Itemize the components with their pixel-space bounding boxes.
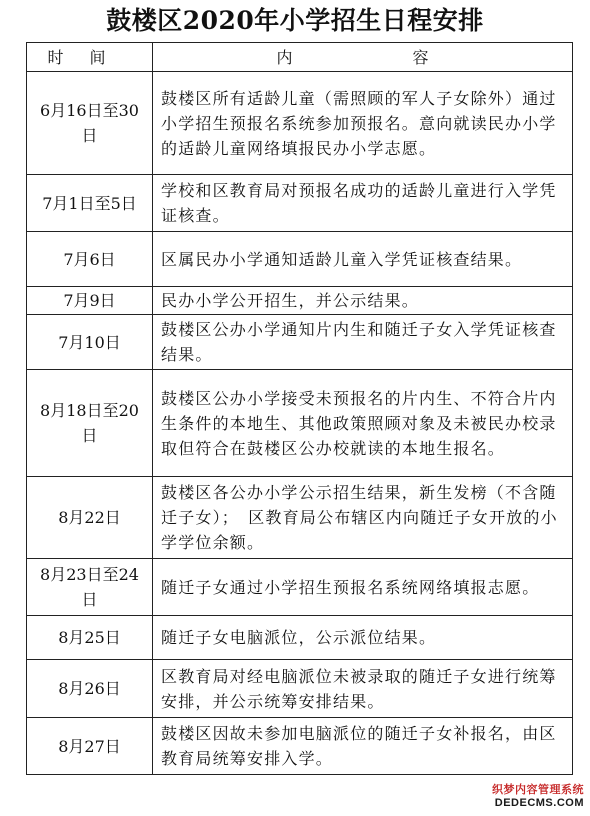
row-time: 7月6日 — [27, 232, 153, 287]
table-row — [27, 232, 573, 287]
row-time: 7月1日至5日 — [27, 175, 153, 232]
row-time: 8月26日 — [27, 660, 153, 718]
row-content: 鼓楼区各公办小学公示招生结果，新生发榜（不含随迁子女）； 区教育局公布辖区内向随迁子女开放的小学学位余额。 — [153, 477, 573, 559]
row-time: 8月18日至20日 — [27, 370, 153, 477]
row-content: 鼓楼区公办小学通知片内生和随迁子女入学凭证核查结果。 — [153, 315, 573, 370]
row-content: 区教育局对经电脑派位未被录取的随迁子女进行统筹安排，并公示统筹安排结果。 — [153, 660, 573, 718]
table-row — [27, 72, 573, 175]
row-time: 6月16日至30日 — [27, 72, 153, 175]
header-row — [27, 43, 573, 72]
row-content: 随迁子女电脑派位，公示派位结果。 — [153, 616, 573, 660]
row-time: 8月25日 — [27, 616, 153, 660]
schedule-table — [26, 42, 573, 775]
table-row — [27, 559, 573, 616]
row-content: 学校和区教育局对预报名成功的适龄儿童进行入学凭证核查。 — [153, 175, 573, 232]
row-content: 区属民办小学通知适龄儿童入学凭证核查结果。 — [153, 232, 573, 287]
header-time: 时间 — [27, 43, 153, 72]
row-time: 8月23日至24日 — [27, 559, 153, 616]
table-row — [27, 660, 573, 718]
row-content: 鼓楼区公办小学接受未预报名的片内生、不符合片内生条件的本地生、其他政策照顾对象及未被民办校录取但符合在鼓楼区公办校就读的本地生报名。 — [153, 370, 573, 477]
row-content: 鼓楼区所有适龄儿童（需照顾的军人子女除外）通过小学招生预报名系统参加预报名。意向就读民办小学的适龄儿童网络填报民办小学志愿。 — [153, 72, 573, 175]
row-content: 民办小学公开招生，并公示结果。 — [153, 287, 573, 315]
row-time: 8月22日 — [27, 477, 153, 559]
table-row — [27, 370, 573, 477]
table-row — [27, 287, 573, 315]
row-time: 8月27日 — [27, 718, 153, 775]
watermark-title: 织梦内容管理系统 — [492, 784, 584, 796]
table-row — [27, 315, 573, 370]
row-time: 7月9日 — [27, 287, 153, 315]
page-title: 鼓楼区2020年小学招生日程安排 — [106, 6, 484, 35]
header-content: 内容 — [153, 43, 573, 72]
table-row — [27, 477, 573, 559]
row-content: 鼓楼区因故未参加电脑派位的随迁子女补报名，由区教育局统筹安排入学。 — [153, 718, 573, 775]
row-content: 随迁子女通过小学招生预报名系统网络填报志愿。 — [153, 559, 573, 616]
row-time: 7月10日 — [27, 315, 153, 370]
watermark-site: DEDECMS.COM — [494, 797, 584, 809]
table-row — [27, 718, 573, 775]
watermark — [472, 784, 584, 810]
table-row — [27, 175, 573, 232]
table-row — [27, 616, 573, 660]
